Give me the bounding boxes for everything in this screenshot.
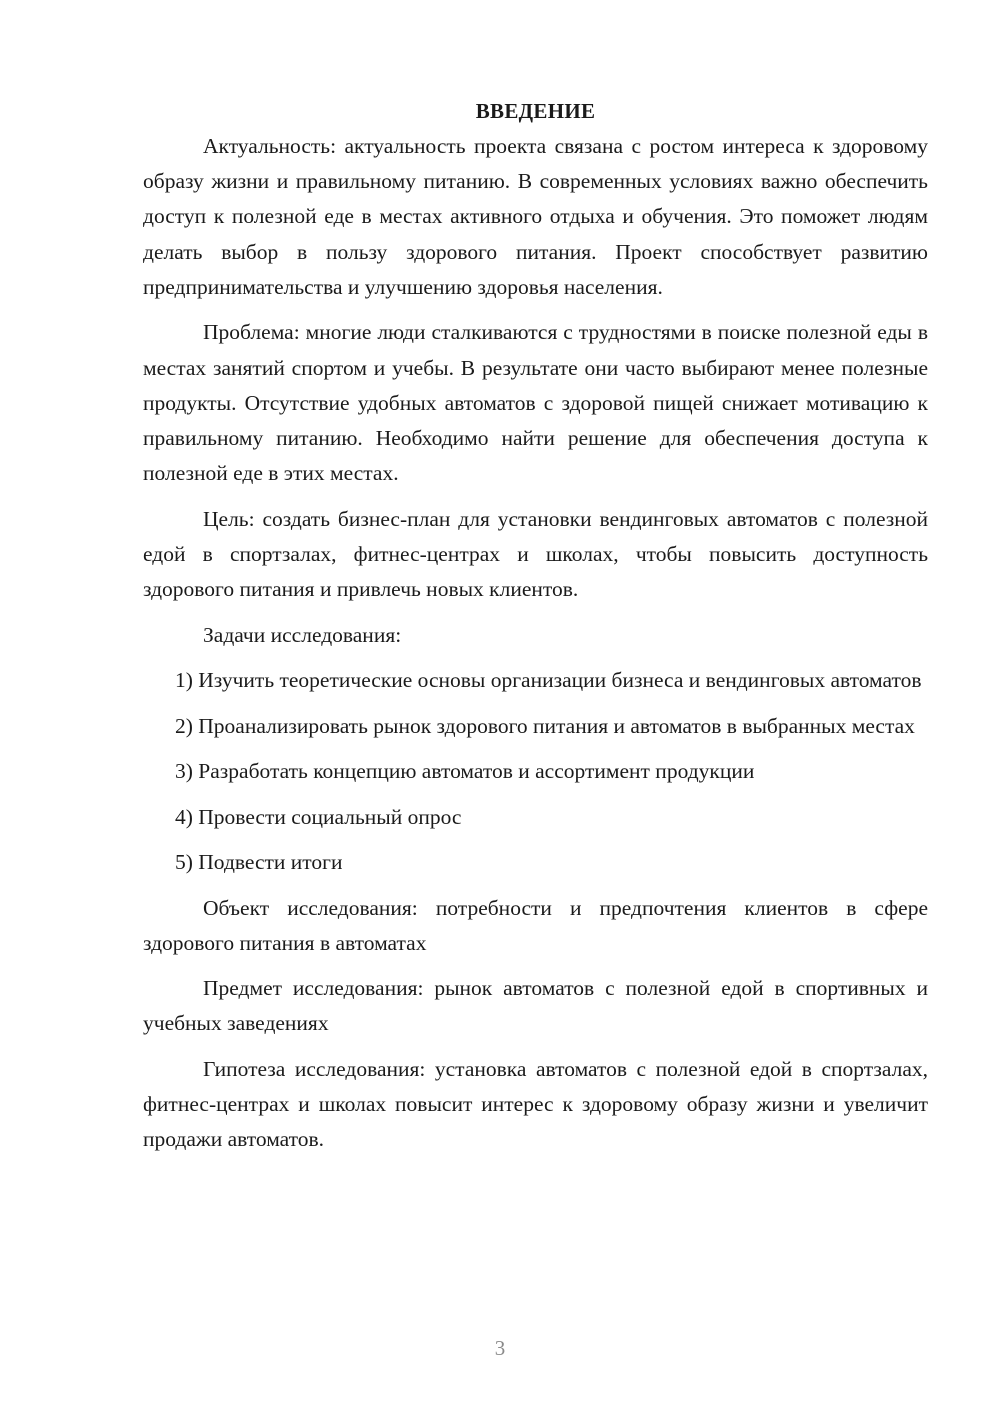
tasks-heading: Задачи исследования: [203, 622, 402, 647]
task-item: 1) Изучить теоретические основы организации бизнеса и вендинговых автоматов [175, 668, 922, 693]
paragraph-subject: Предмет исследования: рынок автоматов с полезной едой в спортивных и учебных заведениях [143, 976, 928, 1036]
paragraph-problem: Проблема: многие люди сталкиваются с трудностями в поиске полезной еды в местах занятий спортом и учебы. В результате они часто выбирают менее полезные продукты. Отсутствие удобных автоматов с здоровой пищей снижает мотивацию к правильному питанию. Необходимо найти решение для обеспечения доступа к полезной еде в этих местах. [143, 320, 928, 486]
task-item: 5) Подвести итоги [175, 850, 343, 875]
page-number: 3 [494, 1336, 506, 1360]
task-item: 3) Разработать концепцию автоматов и ассортимент продукции [175, 759, 755, 784]
paragraph-hypothesis: Гипотеза исследования: установка автоматов с полезной едой в спортзалах, фитнес-центрах и школах повысит интерес к здоровому образу жизни и увеличит продажи автоматов. [143, 1056, 928, 1152]
task-item: 4) Провести социальный опрос [175, 804, 462, 829]
page-content [143, 96, 928, 1158]
paragraph-relevance: Актуальность: актуальность проекта связана с ростом интереса к здоровому образу жизни и правильному питанию. В современных условиях важно обеспечить доступ к полезной еде в местах активного отдыха и обучения. Это поможет людям делать выбор в пользу здорового питания. Проект способствует развитию предпринимательства и улучшению здоровья населения. [143, 134, 928, 299]
task-item: 2) Проанализировать рынок здорового питания и автоматов в выбранных местах [175, 713, 915, 738]
page-heading: ВВЕДЕНИЕ [475, 99, 596, 123]
paragraph-object: Объект исследования: потребности и предпочтения клиентов в сфере здорового питания в автоматах [143, 895, 928, 955]
paragraph-goal: Цель: создать бизнес-план для установки вендинговых автоматов с полезной едой в спортзалах, фитнес-центрах и школах, чтобы повысить доступность здорового питания и привлечь новых клиентов. [143, 506, 928, 602]
